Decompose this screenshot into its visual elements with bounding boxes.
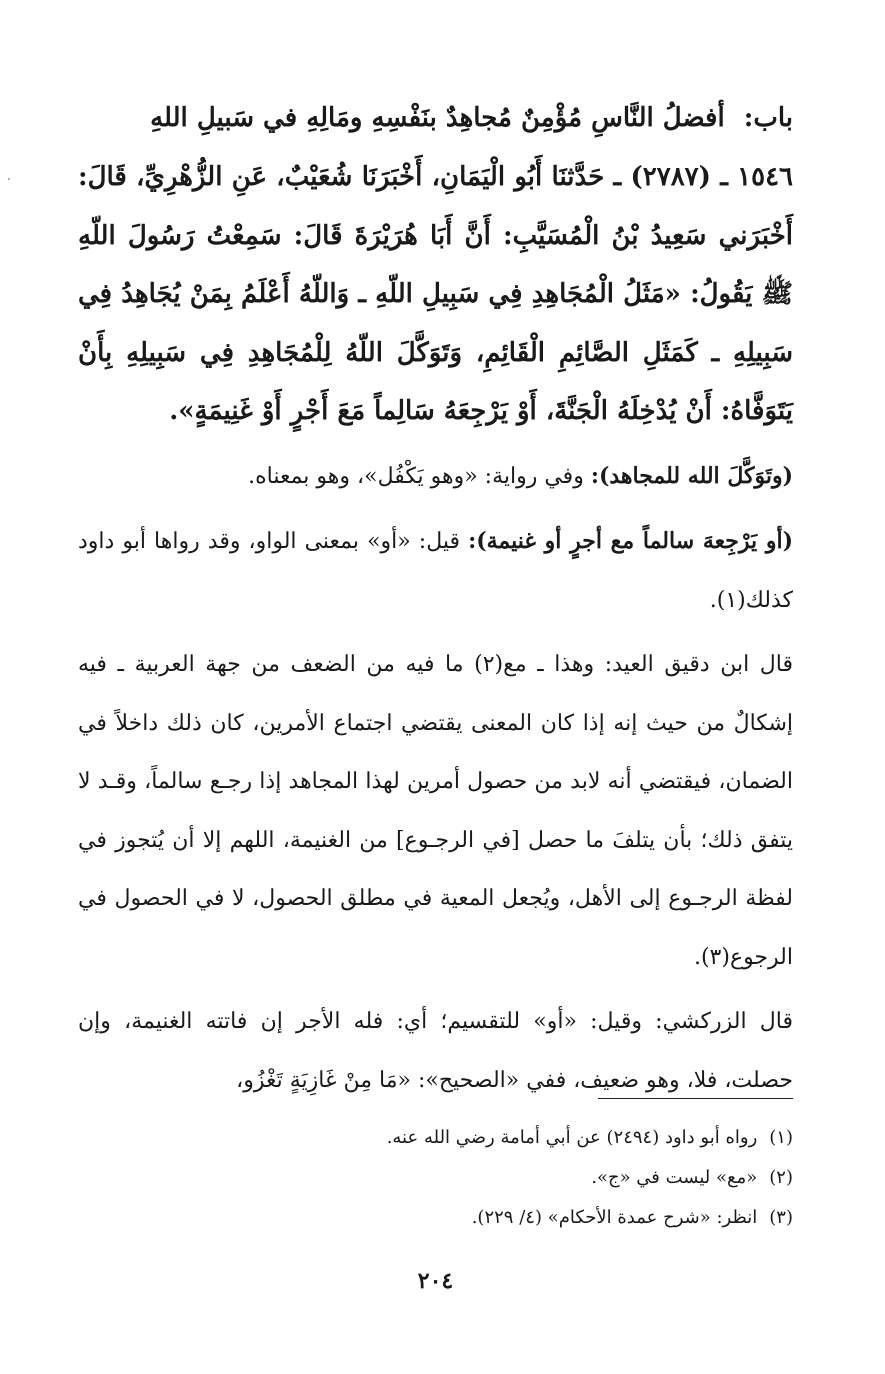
footnote	[78, 1198, 793, 1238]
commentary-paragraph	[78, 512, 793, 630]
footnote-number: (١)	[769, 1127, 793, 1148]
footnote-number: (٣)	[769, 1207, 793, 1228]
footnotes	[78, 1118, 793, 1238]
footnote-number: (٢)	[769, 1167, 793, 1188]
chapter-heading	[78, 88, 793, 148]
commentary-text: قال الزركشي: وقيل: «أو» للتقسيم؛ أي: فله الأجر إن فاتته الغنيمة، وإن حصلت، فلا، وهو ضعيف، ففي «الصحيح»: «مَا مِنْ غَازِيَةٍ تَغْزُو،	[78, 1009, 793, 1093]
footnote-text: رواه أبو داود (٢٤٩٤) عن أبي أمامة رضي الله عنه.	[386, 1127, 758, 1148]
commentary-lemma: (أو يَرْجِعهَ سالماً مع أجرٍ أو غنيمة):	[468, 528, 793, 554]
commentary-paragraph	[78, 993, 793, 1110]
footnote-divider	[598, 1098, 793, 1099]
commentary-paragraph	[78, 636, 793, 987]
commentary-text: قال ابن دقيق العيد: وهذا ـ مع(٢) ما فيه من الضعف من جهة العربية ـ فيه إشكالٌ من حيث إنه إذا كان المعنى يقتضي اجتماع الأمرين، كان ذلك داخلاً في الضمان، فيقتضي أنه لابد من حصول أمرين لهذا المجاهد إذا رجـع سالماً، وقـد لا يتفق ذلك؛ بأن يتلفَ ما حصل [في الرجـوع] من الغنيمة، اللهم إلا أن يُتجوز في لفظة الرجـوع إلى الأهل، ويُجعل المعية في مطلق الحصول، لا في الحصول في الرجوع(٣).	[78, 652, 793, 970]
commentary-lemma: (وتَوَكَّلَ الله للمجاهد):	[590, 462, 793, 489]
commentary-text: قيل: «أو» بمعنى الواو، وقد رواها أبو داود كذلك(١).	[78, 529, 793, 613]
page-number: ٢٠٤	[417, 1268, 454, 1294]
commentary-text: وفي رواية: «وهو يَكْفُل»، وهو بمعناه.	[248, 463, 591, 489]
hadith-text: ١٥٤٦ ـ (٢٧٨٧) ـ حَدَّثنَا أَبُو الْيَمَانِ، أَخْبَرَنَا شُعَيْبٌ، عَنِ الزُّهْرِيِّ، قَالَ: أَخْبَرَني سَعِيدُ بْنُ الْمُسَيَّبِ: أَنَّ أَبَا هُرَيْرَةَ قَالَ: سَمِعْتُ رَسُولَ اللّهِ ﷺ يَقُولُ: «مَثَلُ الْمُجَاهِدِ فِي سَبِيلِ اللّهِ ـ وَاللّهُ أَعْلَمُ بِمَنْ يُجَاهِدُ فِي سَبِيلِهِ ـ كَمَثَلِ الصَّائِمِ الْقَائِمِ، وَتَوَكَّلَ اللّهُ لِلْمُجَاهِدِ فِي سَبِيلِهِ بِأَنْ يَتَوَفَّاهُ: أَنْ يُدْخِلَهُ الْجَنَّةَ، أَوْ يَرْجِعَهُ سَالِماً مَعَ أَجْرٍ أَوْ غَنِيمَةٍ».	[78, 162, 794, 426]
chapter-title: أفضلُ النَّاسِ مُؤْمِنٌ مُجاهِدٌ بنَفْسِهِ ومَالِهِ في سَبيلِ اللهِ	[150, 103, 725, 133]
footnote-text: «مع» ليست في «ج».	[591, 1167, 758, 1188]
commentary-paragraph	[78, 447, 793, 507]
chapter-label: باب:	[743, 103, 793, 133]
scan-speck	[8, 178, 10, 180]
footnote-text: انظر: «شرح عمدة الأحكام» (٤/ ٢٢٩).	[471, 1207, 758, 1228]
footnote	[78, 1118, 793, 1158]
footnote	[78, 1158, 793, 1198]
book-page	[78, 88, 793, 1314]
